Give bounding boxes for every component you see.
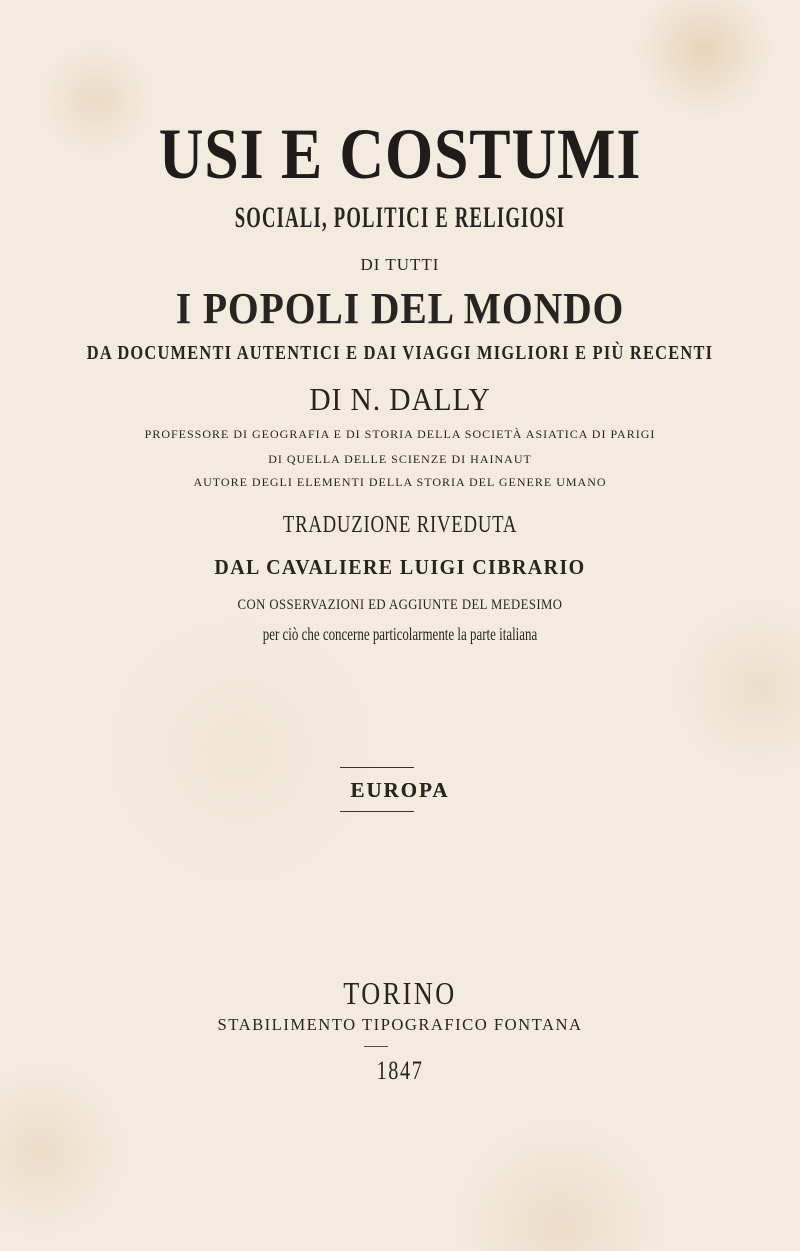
author-description-line: AUTORE DEGLI ELEMENTI DELLA STORIA DEL GENERE UMANO <box>193 475 607 489</box>
book-title-continued: I POPOLI DEL MONDO <box>175 284 625 333</box>
title-connector: DI TUTTI <box>360 255 440 274</box>
author-name: DI N. DALLY <box>309 381 491 417</box>
book-subtitle: SOCIALI, POLITICI E RELIGIOSI <box>234 201 566 234</box>
author-description-line: DI QUELLA DELLE SCIENZE DI HAINAUT <box>268 452 532 466</box>
year-dash <box>364 1046 388 1047</box>
italian-part-note: per ciò che concerne particolarmente la parte italiana <box>262 624 538 644</box>
divider-rule <box>340 811 414 812</box>
additions-note: CON OSSERVAZIONI ED AGGIUNTE DEL MEDESIMO <box>237 597 563 613</box>
publication-year: 1847 <box>376 1056 424 1085</box>
translation-note: TRADUZIONE RIVEDUTA <box>282 512 518 538</box>
publication-city: TORINO <box>343 975 457 1011</box>
translator-name: DAL CAVALIERE LUIGI CIBRARIO <box>214 555 586 579</box>
book-title: USI E COSTUMI <box>158 114 642 194</box>
divider-rule <box>340 767 414 768</box>
printer-name: STABILIMENTO TIPOGRAFICO FONTANA <box>217 1015 583 1034</box>
sources-line: DA DOCUMENTI AUTENTICI E DAI VIAGGI MIGLIORI E PIÙ RECENTI <box>86 342 714 364</box>
author-description-line: PROFESSORE DI GEOGRAFIA E DI STORIA DELLA SOCIETÀ ASIATICA DI PARIGI <box>144 427 656 441</box>
volume-region: EUROPA <box>350 778 450 802</box>
